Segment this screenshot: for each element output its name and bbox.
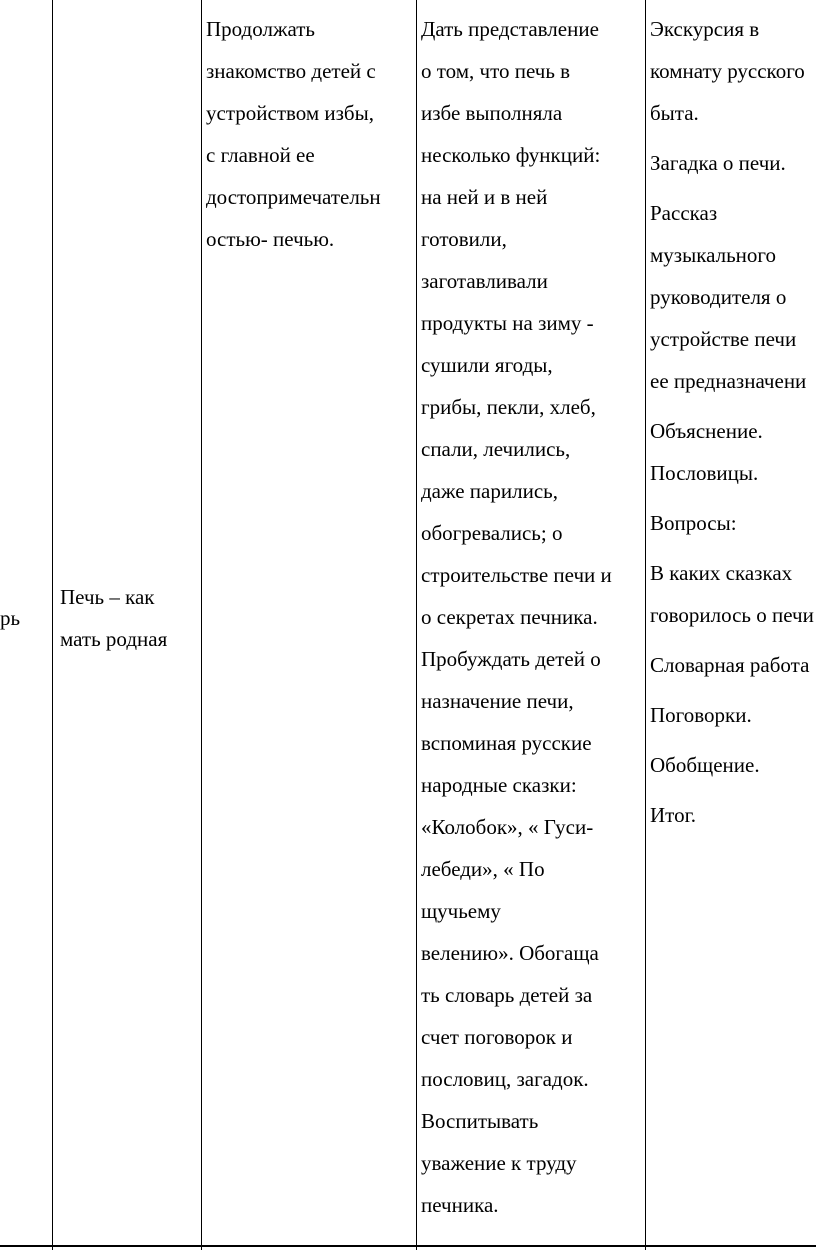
cell-tasks-line: знакомство детей с	[206, 59, 376, 83]
cell-content-line: о том, что печь в	[421, 59, 571, 83]
cell-methods-line: Пословицы.	[650, 461, 759, 485]
cell-methods-line: Загадка о печи.	[650, 151, 786, 175]
cell-methods-line: устройстве печи	[650, 327, 797, 351]
cell-content-line: о секретах печника.	[421, 605, 598, 629]
cell-tasks-line: устройством избы,	[206, 101, 374, 125]
cell-methods-line: Поговорки.	[650, 703, 752, 727]
cell-methods-line: Словарная работа	[650, 653, 810, 677]
cell-methods-line: Обобщение.	[650, 753, 760, 777]
cell-methods-line: Рассказ	[650, 201, 718, 225]
cell-methods-line: говорилось о печи	[650, 603, 814, 627]
cell-topic-line: мать родная	[60, 627, 168, 651]
cell-content-line: Воспитывать	[421, 1109, 539, 1133]
cell-methods-line: Объяснение.	[650, 419, 763, 443]
cell-methods-line: быта.	[650, 101, 699, 125]
cell-content-line: «Колобок», « Гуси-	[421, 815, 594, 839]
cell-content-line: Пробуждать детей о	[421, 647, 601, 671]
cell-content-line: строительстве печи и	[421, 563, 612, 587]
column-divider-4	[645, 0, 646, 1250]
cell-content-line: лебеди», « По	[421, 857, 545, 881]
cell-content-line: назначение печи,	[421, 689, 574, 713]
cell-content-line: уважение к труду	[421, 1151, 577, 1175]
cell-topic-line: Печь – как	[60, 585, 155, 609]
cell-content-line: готовили,	[421, 227, 507, 251]
cell-tasks-line: Продолжать	[206, 17, 315, 41]
cell-methods-line: Экскурсия в	[650, 17, 760, 41]
cell-content-line: грибы, пекли, хлеб,	[421, 395, 596, 419]
cell-content-line: народные сказки:	[421, 773, 577, 797]
cell-content-line: счет поговорок и	[421, 1025, 573, 1049]
cell-content-line: вспоминая русские	[421, 731, 592, 755]
cell-content-line: сушили ягоды,	[421, 353, 553, 377]
cell-content-line: избе выполняла	[421, 101, 563, 125]
cell-methods-line: ее предназначени	[650, 369, 807, 393]
cell-methods-line: Вопросы:	[650, 511, 737, 535]
cell-content-line: велению». Обогаща	[421, 941, 599, 965]
table-bottom-border	[0, 1245, 816, 1247]
cell-content-line: ть словарь детей за	[421, 983, 593, 1007]
cell-tasks-line: остью- печью.	[206, 227, 335, 251]
cell-content-line: даже парились,	[421, 479, 558, 503]
cell-col0-fragment: рь	[0, 606, 21, 630]
cell-content-line: щучьему	[421, 899, 501, 923]
cell-content-line: несколько функций:	[421, 143, 601, 167]
cell-content-line: спали, лечились,	[421, 437, 571, 461]
cell-content-line: печника.	[421, 1193, 499, 1217]
column-divider-1	[52, 0, 53, 1250]
cell-content-line: Дать представление	[421, 17, 599, 41]
cell-methods-line: В каких сказках	[650, 561, 793, 585]
column-divider-2	[201, 0, 202, 1250]
cell-content-line: обогревались; о	[421, 521, 563, 545]
cell-tasks-line: с главной ее	[206, 143, 315, 167]
cell-tasks-line: достопримечательн	[206, 185, 381, 209]
cell-content-line: заготавливали	[421, 269, 548, 293]
column-divider-3	[416, 0, 417, 1250]
cell-methods-line: музыкального	[650, 243, 776, 267]
cell-content-line: пословиц, загадок.	[421, 1067, 589, 1091]
cell-methods-line: комнату русского	[650, 59, 805, 83]
cell-content-line: продукты на зиму -	[421, 311, 594, 335]
cell-methods-line: Итог.	[650, 803, 697, 827]
cell-methods-line: руководителя о	[650, 285, 787, 309]
cell-content-line: на ней и в ней	[421, 185, 548, 209]
